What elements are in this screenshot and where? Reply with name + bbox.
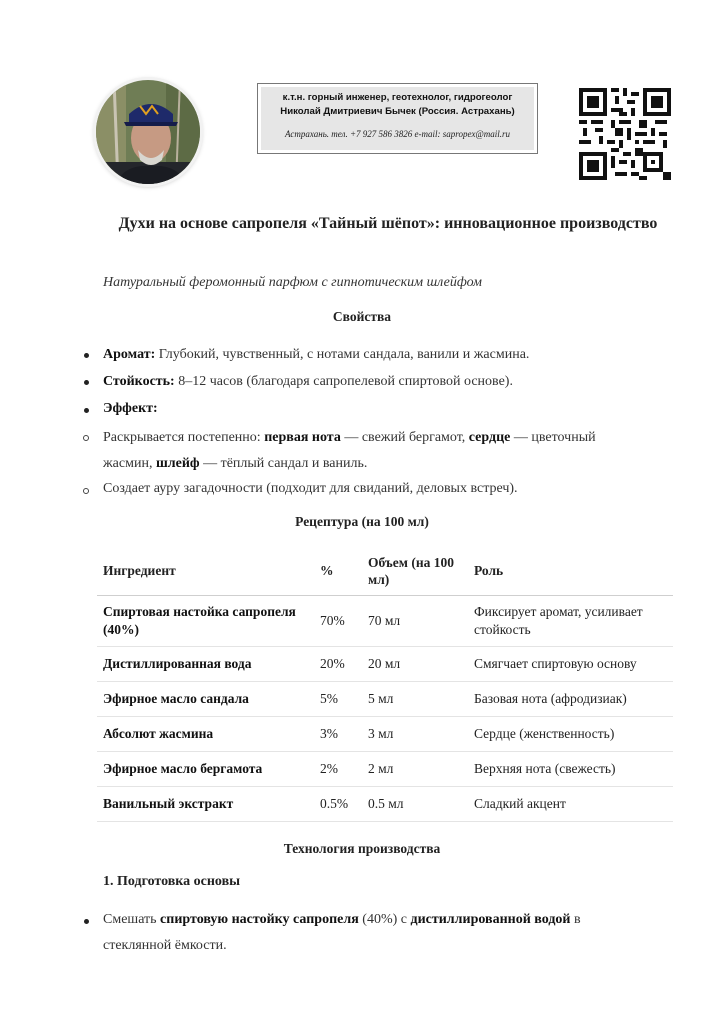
table-header-row (97, 546, 673, 596)
sub-bullet-icon (83, 435, 89, 441)
cell-role: Сердце (женственность) (468, 717, 673, 752)
cell-percent: 0.5% (314, 787, 362, 822)
list-subitem-aura: Создает ауру загадочности (подходит для свиданий, деловых встреч). (103, 481, 518, 496)
cell-volume: 2 мл (362, 752, 468, 787)
technology-heading: Технология производства (283, 841, 441, 856)
bullet-icon (84, 408, 89, 413)
cell-volume: 3 мл (362, 717, 468, 752)
properties-heading: Свойства (332, 309, 392, 324)
column-header-percent: % (314, 546, 362, 596)
cell-ingredient: Эфирное масло бергамота (97, 752, 314, 787)
list-item-effect: Эффект: (103, 401, 158, 416)
cell-role: Сладкий акцент (468, 787, 673, 822)
cell-percent: 5% (314, 682, 362, 717)
author-credentials: к.т.н. горный инженер, геотехнолог, гидрогеолог (282, 92, 513, 103)
document-subtitle: Натуральный феромонный парфюм с гипнотическим шлейфом (103, 275, 482, 290)
cell-role: Базовая нота (афродизиак) (468, 682, 673, 717)
cell-role: Смягчает спиртовую основу (468, 647, 673, 682)
cell-percent: 3% (314, 717, 362, 752)
cell-volume: 5 мл (362, 682, 468, 717)
bullet-icon (84, 353, 89, 358)
cell-role: Фиксирует аромат, усиливает стойкость (468, 596, 673, 647)
cell-volume: 0.5 мл (362, 787, 468, 822)
list-subitem-notes: Раскрывается постепенно: первая нота — свежий бергамот, сердце — цветочный жасмин, шлейф — тёплый сандал и ваниль. (103, 430, 596, 471)
list-item-aroma: Аромат: Глубокий, чувственный, с нотами сандала, ванили и жасмина. (103, 347, 530, 362)
author-name: Николай Дмитриевич Бычек (Россия. Астрахань) (280, 106, 515, 117)
qr-code-icon (579, 88, 671, 180)
table-row (97, 717, 673, 752)
column-header-volume: Объем (на 100 мл) (362, 546, 468, 596)
cell-ingredient: Абсолют жасмина (97, 717, 314, 752)
cell-ingredient: Спиртовая настойка сапропеля (40%) (97, 596, 314, 647)
cell-role: Верхняя нота (свежесть) (468, 752, 673, 787)
list-item-durability: Стойкость: 8–12 часов (благодаря сапропелевой спиртовой основе). (103, 374, 513, 389)
cell-ingredient: Дистиллированная вода (97, 647, 314, 682)
table-row (97, 596, 673, 647)
cell-volume: 70 мл (362, 596, 468, 647)
column-header-ingredient: Ингредиент (97, 546, 314, 596)
author-business-card (257, 83, 538, 154)
cell-ingredient: Ванильный экстракт (97, 787, 314, 822)
document-title: Духи на основе сапропеля «Тайный шёпот»: инновационное производство (118, 215, 658, 232)
author-contacts: Астрахань. тел. +7 927 586 3826 e-mail: sapropex@mail.ru (285, 129, 510, 139)
author-photo (96, 80, 200, 184)
sub-bullet-icon (83, 488, 89, 494)
bullet-icon (84, 380, 89, 385)
table-row (97, 752, 673, 787)
bullet-icon (84, 919, 89, 924)
table-row (97, 787, 673, 822)
cell-ingredient: Эфирное масло сандала (97, 682, 314, 717)
step1-heading: 1. Подготовка основы (103, 874, 241, 889)
cell-percent: 20% (314, 647, 362, 682)
cell-percent: 2% (314, 752, 362, 787)
cell-volume: 20 мл (362, 647, 468, 682)
recipe-table (97, 546, 673, 822)
list-item-step1: Смешать спиртовую настойку сапропеля (40%) с дистиллированной водой в стеклянной ёмкости. (103, 912, 581, 953)
table-row (97, 647, 673, 682)
table-row (97, 682, 673, 717)
column-header-role: Роль (468, 546, 673, 596)
recipe-heading: Рецептура (на 100 мл) (295, 514, 429, 529)
cell-percent: 70% (314, 596, 362, 647)
